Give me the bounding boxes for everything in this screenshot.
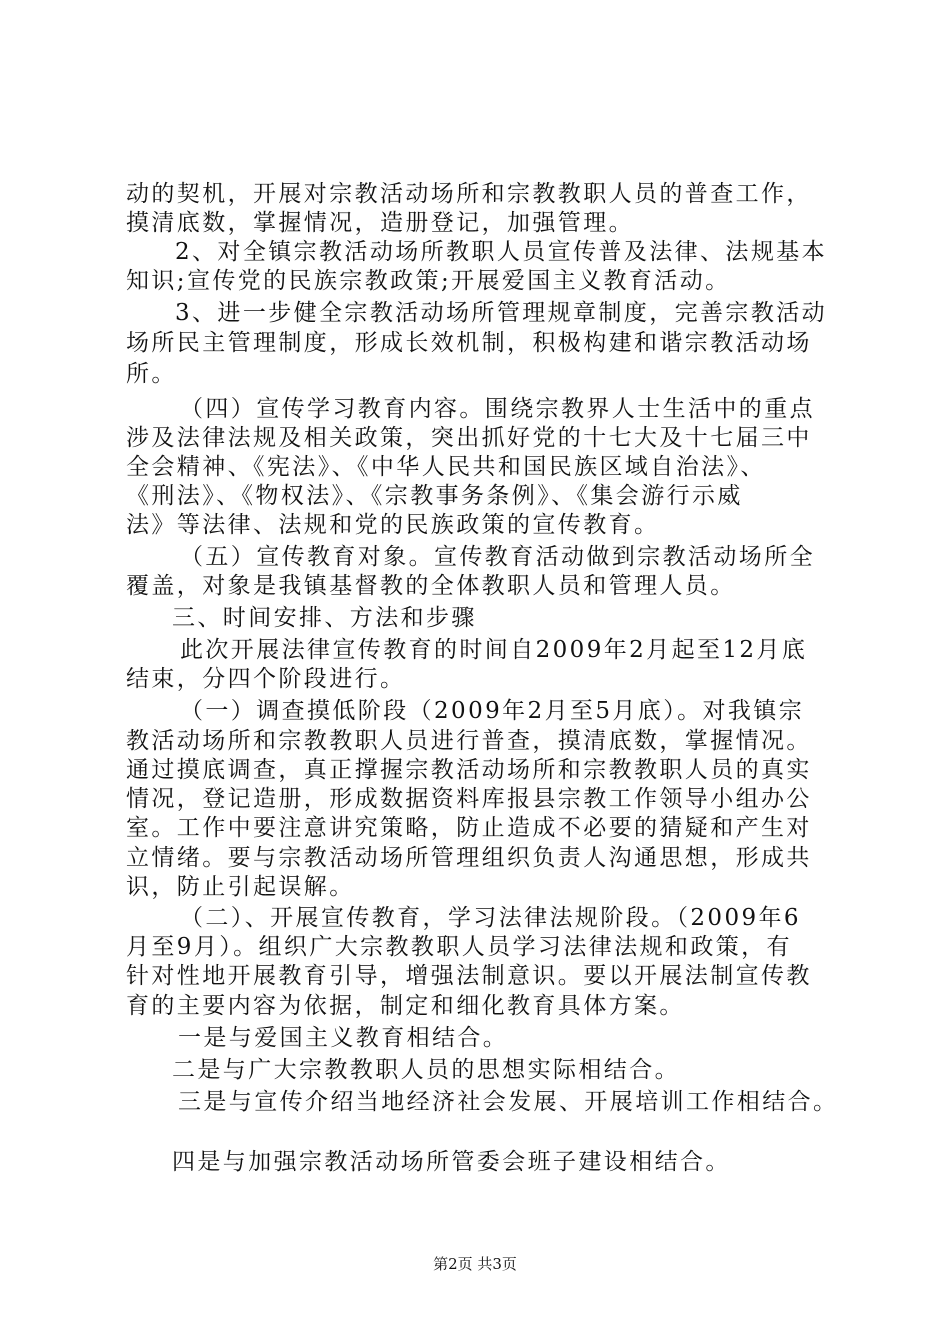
body-line: 覆盖，对象是我镇基督教的全体教职人员和管理人员。 — [126, 573, 736, 599]
body-line: 动的契机，开展对宗教活动场所和宗教教职人员的普查工作， — [126, 181, 812, 207]
body-line: 立情绪。要与宗教活动场所管理组织负责人沟通思想，形成共 — [126, 845, 812, 871]
body-line: 一是与爱国主义教育相结合。 — [178, 1025, 509, 1051]
body-line: （二）、开展宣传教育，学习法律法规阶段。（2009年6 — [180, 905, 801, 931]
body-line: 情况，登记造册，形成数据资料库报县宗教工作领导小组办公 — [126, 786, 812, 812]
body-line: 三、时间安排、方法和步骤 — [172, 605, 477, 631]
body-line: 结束，分四个阶段进行。 — [126, 666, 406, 692]
body-line: 通过摸底调查，真正撑握宗教活动场所和宗教教职人员的真实 — [126, 757, 812, 783]
body-line: 教活动场所和宗教教职人员进行普查，摸清底数，掌握情况。 — [126, 728, 812, 754]
body-line: 知识;宣传党的民族宗教政策;开展爱国主义教育活动。 — [126, 268, 731, 294]
body-line: 2、对全镇宗教活动场所教职人员宣传普及法律、法规基本 — [175, 239, 828, 265]
body-line: 摸清底数，掌握情况，造册登记，加强管理。 — [126, 210, 634, 236]
body-line: 识，防止引起误解。 — [126, 874, 355, 900]
body-line: 三是与宣传介绍当地经济社会发展、开展培训工作相结合。 — [178, 1089, 839, 1115]
body-line: 所。 — [126, 361, 177, 387]
body-line: 《刑法》、《物权法》、《宗教事务条例》、《集会游行示威 — [126, 483, 743, 509]
body-line: 全会精神、《宪法》、《中华人民共和国民族区域自治法》、 — [126, 454, 766, 480]
body-line: 涉及法律法规及相关政策，突出抓好党的十七大及十七届三中 — [126, 425, 812, 451]
page-number-footer: 第2页 共3页 — [433, 1255, 517, 1273]
body-line: （一）调查摸低阶段（2009年2月至5月底）。对我镇宗 — [180, 698, 805, 724]
body-line: 场所民主管理制度，形成长效机制，积极构建和谐宗教活动场 — [126, 330, 812, 356]
body-line: 3、进一步健全宗教活动场所管理规章制度，完善宗教活动 — [175, 300, 828, 326]
body-line: 四是与加强宗教活动场所管委会班子建设相结合。 — [172, 1149, 731, 1175]
body-line: 月至9月）。组织广大宗教教职人员学习法律法规和政策，有 — [126, 934, 792, 960]
body-line: 针对性地开展教育引导，增强法制意识。要以开展法制宣传教 — [126, 963, 812, 989]
body-line: （五）宣传教育对象。宣传教育活动做到宗教活动场所全 — [180, 544, 815, 570]
body-line: 法》等法律、法规和党的民族政策的宣传教育。 — [126, 512, 660, 538]
body-line: 育的主要内容为依据，制定和细化教育具体方案。 — [126, 993, 685, 1019]
body-line: 室。工作中要注意讲究策略，防止造成不必要的猜疑和产生对 — [126, 815, 812, 841]
body-line: 二是与广大宗教教职人员的思想实际相结合。 — [172, 1057, 680, 1083]
body-line: （四）宣传学习教育内容。围绕宗教界人士生活中的重点 — [180, 396, 815, 422]
body-line: 此次开展法律宣传教育的时间自2009年2月起至12月底 — [180, 637, 808, 663]
